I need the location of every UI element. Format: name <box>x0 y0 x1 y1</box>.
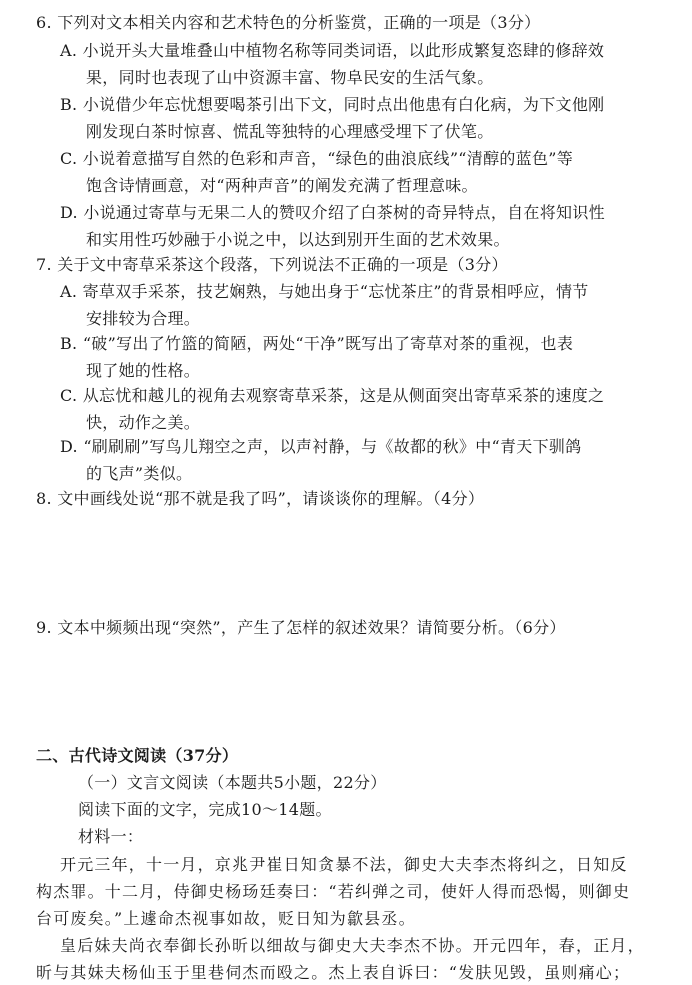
question-7-option-c: C. 从忘忧和越儿的视角去观察寄草采茶，这是从侧面突出寄草采茶的速度之 <box>60 386 605 405</box>
question-6-option-a-cont: 果，同时也表现了山中资源丰富、物阜民安的生活气象。 <box>86 68 494 87</box>
material-label: 材料一： <box>78 827 144 846</box>
question-7-option-a-cont: 安排较为合理。 <box>86 309 201 328</box>
question-6-option-d-cont: 和实用性巧妙融于小说之中，以达到别开生面的艺术效果。 <box>86 230 510 249</box>
question-7-option-b: B. “破”写出了竹篮的简陋，两处“干净”既写出了寄草对茶的重视，也表 <box>60 334 574 353</box>
passage-paragraph-1-line-1: 开元三年，十一月，京兆尹崔日知贪暴不法，御史大夫李杰将纠之，日知反 <box>60 855 628 874</box>
section-2-subtitle: （一）文言文阅读（本题共5小题，22分） <box>78 773 387 792</box>
question-6-option-c-cont: 饱含诗情画意，对“两种声音”的阐发充满了哲理意味。 <box>86 176 478 195</box>
question-7-option-d: D. “刷刷刷”写鸟儿翔空之声，以声衬静，与《故都的秋》中“青天下驯鸽 <box>60 437 582 456</box>
passage-paragraph-1-line-2: 构杰罪。十二月，侍御史杨玚廷奏曰：“若纠弹之司，使奸人得而恐愒，则御史 <box>36 882 631 901</box>
question-6-option-b-cont: 刚发现白茶时惊喜、慌乱等独特的心理感受埋下了伏笔。 <box>86 122 494 141</box>
question-9-stem: 9. 文本中频频出现“突然”，产生了怎样的叙述效果？请简要分析。（6分） <box>36 618 566 637</box>
question-7-option-d-cont: 的飞声”类似。 <box>86 464 193 483</box>
question-7-option-c-cont: 快，动作之美。 <box>86 413 201 432</box>
passage-paragraph-2-line-2: 昕与其妹夫杨仙玉于里巷伺杰而殴之。杰上表自诉曰：“发肤见毁，虽则痛心； <box>36 963 631 982</box>
question-6-option-b: B. 小说借少年忘忧想要喝茶引出下文，同时点出他患有白化病，为下文他刚 <box>60 95 605 114</box>
question-8-stem: 8. 文中画线处说“那不就是我了吗”，请谈谈你的理解。（4分） <box>36 489 485 508</box>
question-6-stem: 6. 下列对文本相关内容和艺术特色的分析鉴赏，正确的一项是（3分） <box>36 13 541 32</box>
section-2-title: 二、古代诗文阅读（37分） <box>36 746 239 765</box>
section-2-instruction: 阅读下面的文字，完成10～14题。 <box>78 800 332 819</box>
question-6-option-c: C. 小说着意描写自然的色彩和声音，“绿色的曲浪底线”“清醇的蓝色”等 <box>60 149 574 168</box>
question-6-option-a: A. 小说开头大量堆叠山中植物名称等同类词语，以此形成繁复恣肆的修辞效 <box>60 41 605 60</box>
passage-paragraph-1-line-3: 台可废矣。”上遽命杰视事如故，贬日知为歙县丞。 <box>36 909 416 928</box>
question-7-option-b-cont: 现了她的性格。 <box>86 361 201 380</box>
passage-paragraph-2-line-1: 皇后妹夫尚衣奉御长孙昕以细故与御史大夫李杰不协。开元四年，春，正月， <box>60 936 645 955</box>
question-7-stem: 7. 关于文中寄草采茶这个段落，下列说法不正确的一项是（3分） <box>36 255 508 274</box>
question-7-option-a: A. 寄草双手采茶，技艺娴熟，与她出身于“忘忧茶庄”的背景相呼应，情节 <box>60 282 589 301</box>
question-6-option-d: D. 小说通过寄草与无果二人的赞叹介绍了白茶树的奇异特点，自在将知识性 <box>60 203 605 222</box>
